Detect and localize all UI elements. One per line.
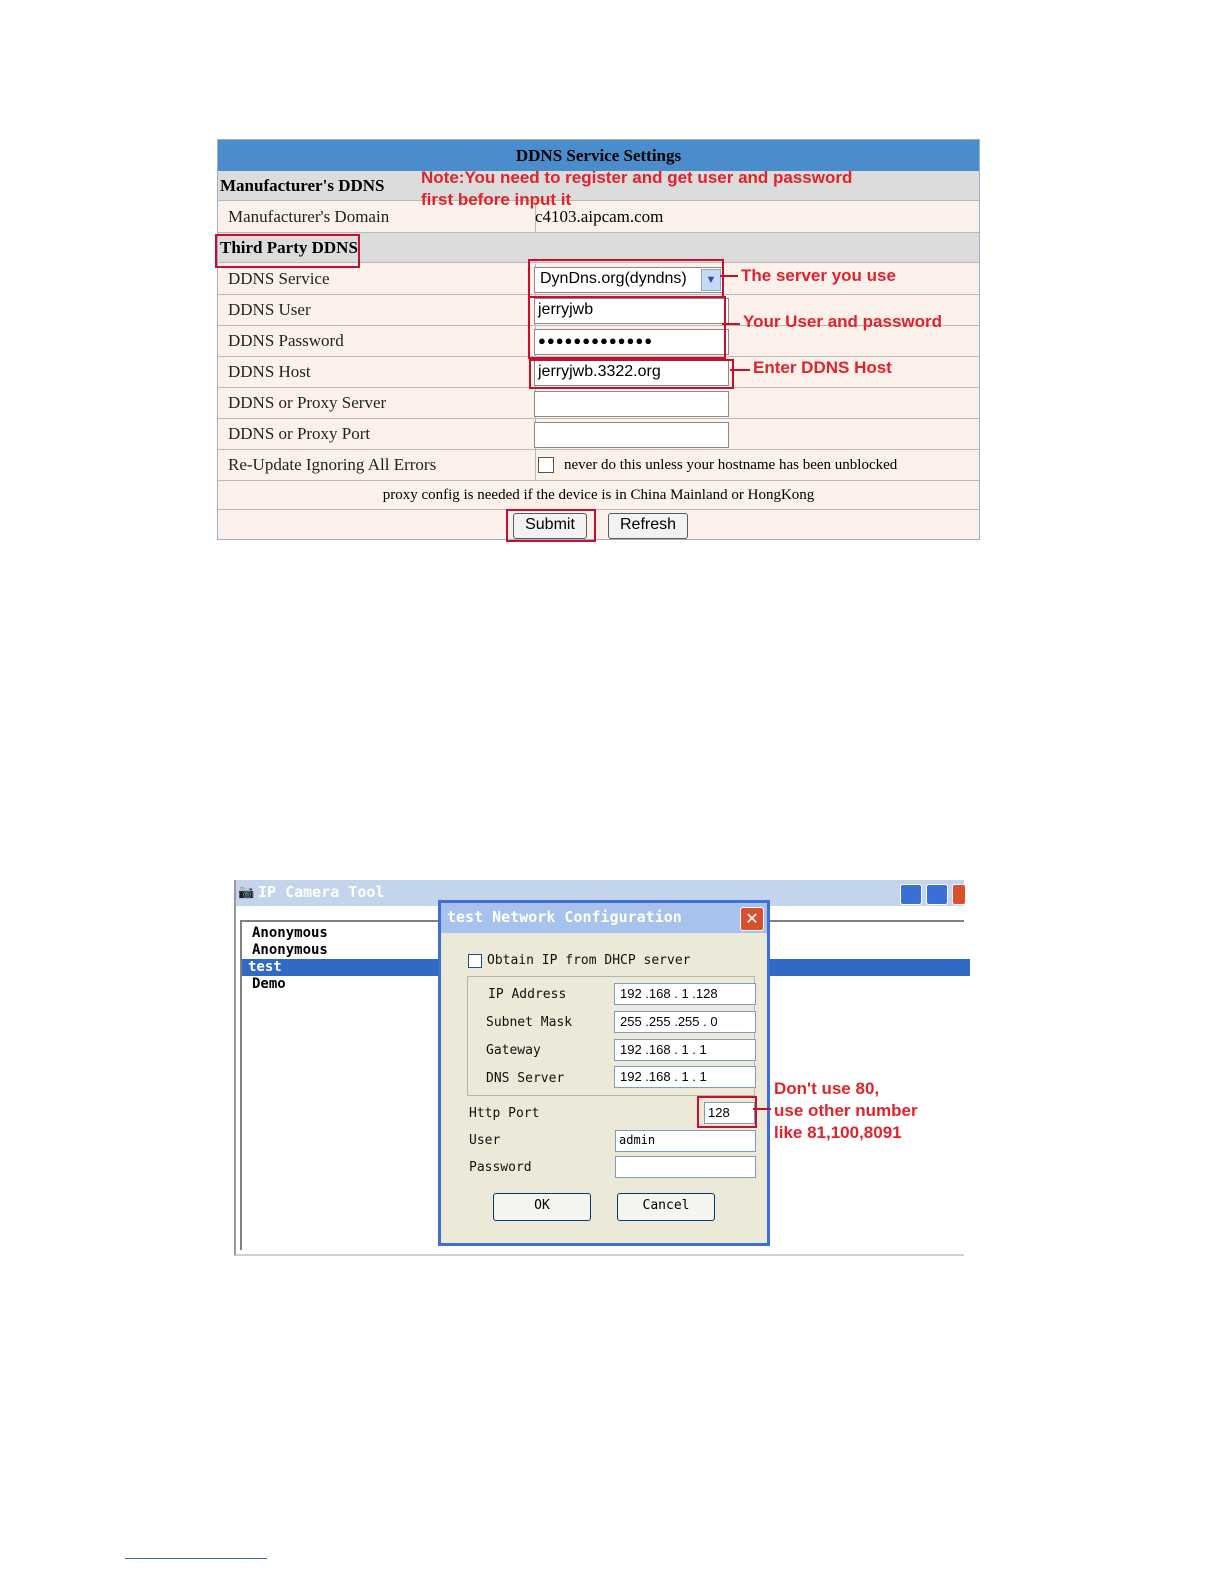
ddns-host-label: DDNS Host [218,357,536,387]
manufacturer-domain-label: Manufacturer's Domain [218,202,536,232]
reupdate-row [218,450,979,481]
ddns-password-input[interactable]: ●●●●●●●●●●●●● [534,329,729,355]
footnote-rule [125,1558,267,1559]
ip-address-label: IP Address [488,987,567,1002]
gateway-label: Gateway [486,1043,541,1058]
ok-button[interactable]: OK [493,1193,591,1221]
proxy-server-row [218,388,979,419]
dhcp-label: Obtain IP from DHCP server [487,953,691,968]
proxy-server-label: DDNS or Proxy Server [218,388,536,418]
third-party-ddns-heading: Third Party DDNS [220,238,358,257]
password-field[interactable] [615,1156,756,1178]
refresh-button[interactable]: Refresh [608,513,688,539]
reupdate-hint: never do this unless your hostname has been unblocked [564,457,898,473]
ddns-user-label: DDNS User [218,295,536,325]
proxy-port-label: DDNS or Proxy Port [218,419,536,449]
manufacturer-domain-value: c4103.aipcam.com [535,207,664,226]
dialog-titlebar [441,903,767,933]
proxy-port-row [218,419,979,450]
port-note-line1: Don't use 80, [774,1079,880,1098]
register-note-line1: Note:You need to register and get user and password [421,168,853,187]
subnet-mask-field[interactable]: 255 .255 .255 . 0 [614,1011,756,1033]
proxy-server-input[interactable] [534,391,729,417]
ddns-panel-title: DDNS Service Settings [218,140,979,171]
minimize-icon[interactable] [900,884,922,905]
maximize-icon[interactable] [926,884,948,905]
dns-server-label: DNS Server [486,1071,565,1086]
user-field[interactable]: admin [615,1130,756,1152]
device-item[interactable]: Demo [252,976,286,992]
port-note-line2: use other number [774,1101,918,1120]
close-icon[interactable] [952,884,966,905]
cancel-button[interactable]: Cancel [617,1193,715,1221]
ip-group [467,976,755,1096]
ddns-service-selected: DynDns.org(dyndns) [540,270,687,287]
reupdate-checkbox[interactable] [538,457,554,473]
proxy-port-input[interactable] [534,422,729,448]
device-item-selected[interactable]: test [242,959,970,976]
manufacturer-ddns-heading: Manufacturer's DDNS [220,176,385,195]
submit-button[interactable]: Submit [513,513,587,539]
ddns-password-label: DDNS Password [218,326,536,356]
ipcam-window-title: IP Camera Tool [258,883,385,901]
subnet-mask-label: Subnet Mask [486,1015,573,1030]
host-note: Enter DDNS Host [753,358,892,377]
reupdate-label: Re-Update Ignoring All Errors [218,450,536,480]
close-icon[interactable]: ✕ [740,907,764,931]
app-icon: 📷 [238,885,255,900]
proxy-note: proxy config is needed if the device is in China Mainland or HongKong [218,481,979,510]
userpass-pointer [722,323,740,325]
service-highlight [528,259,724,298]
userpass-highlight [528,296,726,359]
dhcp-checkbox[interactable] [468,954,482,968]
password-label: Password [469,1160,532,1175]
server-note: The server you use [741,266,896,285]
http-port-label: Http Port [469,1106,540,1121]
register-note-line2: first before input it [421,190,572,209]
http-port-highlight [697,1096,757,1128]
http-port-field[interactable]: 128 [704,1102,755,1124]
dialog-title: test Network Configuration [447,908,682,926]
submit-highlight [506,509,596,542]
third-party-highlight [215,234,360,268]
ddns-user-input[interactable]: jerryjwb [534,298,729,324]
ddns-service-label: DDNS Service [218,264,536,294]
ddns-host-input[interactable]: jerryjwb.3322.org [534,360,729,386]
http-port-pointer [753,1108,771,1110]
gateway-field[interactable]: 192 .168 . 1 . 1 [614,1039,756,1061]
chevron-down-icon[interactable]: ▼ [701,269,721,291]
userpass-note: Your User and password [743,312,943,331]
user-label: User [469,1133,501,1148]
network-config-dialog [438,900,770,1246]
manufacturer-domain-row [218,202,979,233]
device-item[interactable]: Anonymous [252,942,328,958]
ip-address-field[interactable]: 192 .168 . 1 .128 [614,983,756,1005]
host-highlight [529,359,734,389]
host-pointer [730,369,750,371]
service-pointer [720,275,738,277]
dns-server-field[interactable]: 192 .168 . 1 . 1 [614,1066,756,1088]
port-note-line3: like 81,100,8091 [774,1123,902,1142]
device-item[interactable]: Anonymous [252,925,328,941]
